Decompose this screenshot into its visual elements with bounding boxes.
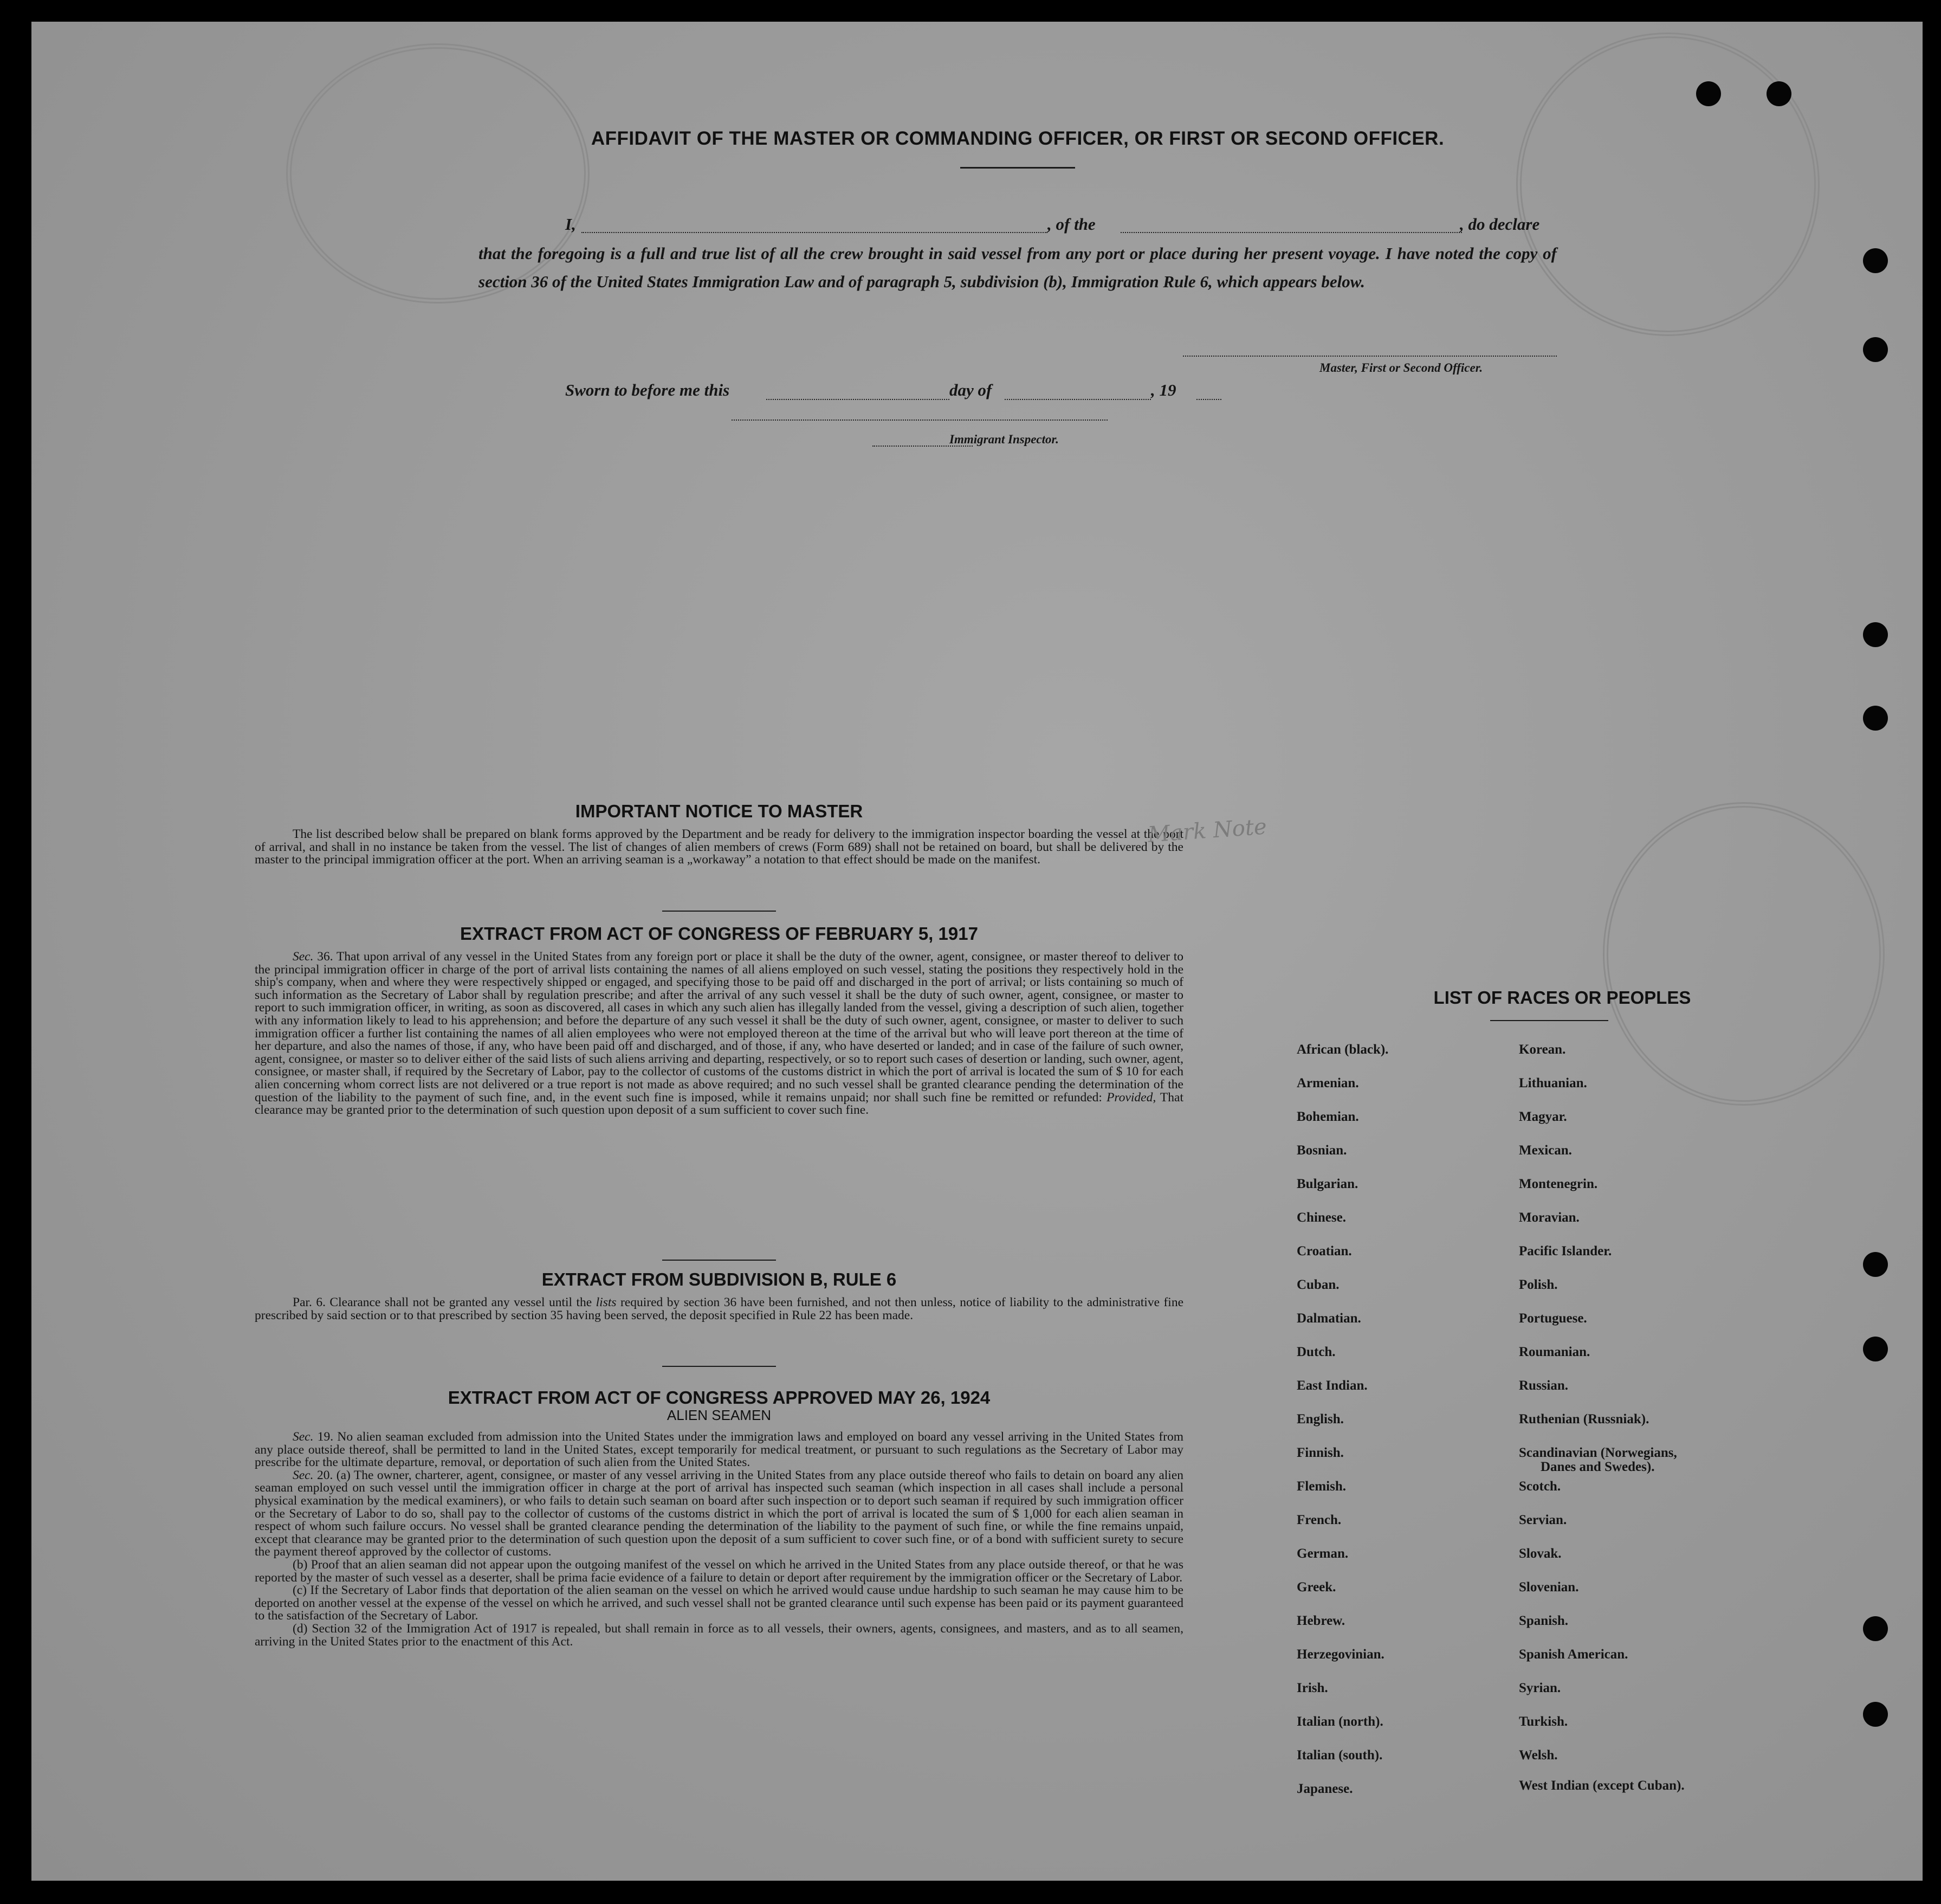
extract-1924-subtitle: ALIEN SEAMEN bbox=[667, 1407, 772, 1423]
race-item: Ruthenian (Russniak). bbox=[1519, 1412, 1649, 1427]
race-item: Scotch. bbox=[1519, 1479, 1561, 1494]
race-item: Roumanian. bbox=[1519, 1345, 1590, 1359]
master-label: Master, First or Second Officer. bbox=[1319, 361, 1483, 375]
inspector-label: Immigrant Inspector. bbox=[949, 433, 1059, 446]
race-item: French. bbox=[1297, 1513, 1342, 1527]
race-item: Dalmatian. bbox=[1297, 1311, 1361, 1326]
punch-hole bbox=[1863, 706, 1888, 731]
affidavit-title-rule bbox=[960, 167, 1075, 169]
race-item: Slovenian. bbox=[1519, 1580, 1579, 1595]
race-item: Turkish. bbox=[1519, 1714, 1568, 1729]
race-item: Irish. bbox=[1297, 1681, 1328, 1695]
rule6-text-a: Par. 6. Clearance shall not be granted any vessel until the bbox=[293, 1295, 596, 1309]
race-item: Pacific Islander. bbox=[1519, 1244, 1612, 1258]
race-item: Italian (north). bbox=[1297, 1714, 1383, 1729]
notice-text bbox=[255, 828, 1183, 867]
extract-1917-rule bbox=[662, 1260, 776, 1261]
sec-20-label: Sec. bbox=[293, 1468, 314, 1482]
race-item: Hebrew. bbox=[1297, 1613, 1345, 1628]
sec-20-c: (c) If the Secretary of Labor finds that deportation of the alien seaman on the vessel on which he arrived would cause undue hardship to such seaman he may cause him to be deported on another vessel at the expense of the vessel on which he arrived, and such vessel shall not be granted clearance until such expense has been paid or its payment guaranteed to the satisfaction of the Secretary of Labor. bbox=[255, 1583, 1183, 1623]
extract-rule6-title: EXTRACT FROM SUBDIVISION B, RULE 6 bbox=[541, 1269, 897, 1289]
proviso-text: That clearance may be granted prior to the determination of such question upon deposit of a sum sufficient to cover such fine. bbox=[255, 1090, 1183, 1118]
notice-title: IMPORTANT NOTICE TO MASTER bbox=[575, 801, 863, 821]
sworn-day-of: day of bbox=[949, 380, 992, 399]
affidavit-vessel-blank bbox=[1121, 232, 1462, 233]
punch-hole bbox=[1863, 622, 1888, 647]
handwritten-scrawl: Mark Note bbox=[1147, 814, 1268, 848]
race-item: Herzegovinian. bbox=[1297, 1647, 1384, 1662]
extract-rule6-text bbox=[255, 1296, 1183, 1322]
race-item: Bulgarian. bbox=[1297, 1177, 1358, 1191]
affidavit-title: AFFIDAVIT OF THE MASTER OR COMMANDING OFFICER, OR FIRST OR SECOND OFFICER. bbox=[591, 128, 1445, 149]
extract-1924-text bbox=[255, 1431, 1183, 1648]
race-item: Italian (south). bbox=[1297, 1748, 1383, 1763]
punch-hole bbox=[1696, 81, 1721, 106]
affidavit-paragraph: that the foregoing is a full and true list of all the crew brought in said vessel from any port or place during her present voyage. I have noted the copy of section 36 of the United States Immigration Law and of paragraph 5, subdivision (b), Immigration Rule 6, which appears below. bbox=[478, 244, 1557, 291]
sworn-day-blank bbox=[766, 399, 949, 400]
notice-rule bbox=[662, 911, 776, 912]
race-item: Dutch. bbox=[1297, 1345, 1336, 1359]
race-item-continuation: Danes and Swedes). bbox=[1541, 1460, 1655, 1474]
race-item: Servian. bbox=[1519, 1513, 1567, 1527]
punch-hole bbox=[1863, 1252, 1888, 1277]
rule6-lists-word: lists bbox=[596, 1295, 617, 1309]
race-item: Korean. bbox=[1519, 1042, 1566, 1057]
sworn-year-blank bbox=[1196, 399, 1221, 400]
race-item: Armenian. bbox=[1297, 1076, 1359, 1090]
race-item: Moravian. bbox=[1519, 1210, 1580, 1225]
race-item: German. bbox=[1297, 1546, 1349, 1561]
race-item: Welsh. bbox=[1519, 1748, 1558, 1763]
race-item: English. bbox=[1297, 1412, 1344, 1427]
sworn-year: , 19 bbox=[1151, 380, 1176, 399]
sec-19-text: 19. No alien seaman excluded from admission into the United States under the immigration laws and employed on board any vessel arriving in the United States from any place outside thereof, shall be permitted to land in the United States, except temporarily for medical treatment, or pursuant to such regulations as the Secretary of Labor may prescribe for the ultimate departure, removal, or deportation of such alien from the United States. bbox=[255, 1430, 1183, 1470]
race-item: Polish. bbox=[1519, 1277, 1558, 1292]
race-item: Slovak. bbox=[1519, 1546, 1562, 1561]
extract-1924-title: EXTRACT FROM ACT OF CONGRESS APPROVED MAY 26, 1924 bbox=[448, 1387, 991, 1408]
race-item: West Indian (except Cuban). bbox=[1519, 1778, 1685, 1793]
affidavit-name-blank bbox=[581, 232, 1047, 233]
sec-20-d: (d) Section 32 of the Immigration Act of 1917 is repealed, but shall remain in force as to all vessels, their owners, agents, consignees, and masters, and as to all seamen, arriving in the United States prior to the enactment of this Act. bbox=[255, 1621, 1183, 1649]
races-title: LIST OF RACES OR PEOPLES bbox=[1433, 988, 1691, 1008]
sec-20-text: 20. (a) The owner, charterer, agent, consignee, or master of any vessel arriving in the United States from any place outside thereof who fails to detain on board any alien seaman employed on such vessel until the immigration officer in charge at the port of arrival has inspected such seaman (which inspection in all cases shall include a personal physical examination by the medical examiners), or who fails to detain such seaman on board after such inspection or to deport such seaman if required by such immigration officer or the Secretary of Labor to do so, shall pay to the collector of customs of the customs district in which the port of arrival is located the sum of $ 1,000 for each alien seaman in respect of whom such failure occurs. No vessel shall be granted clearance pending the determination of the liability to the payment of such fine, or while the fine remains unpaid, except that clearance may be granted prior to the determination of such question upon the deposit of a sum sufficient to cover such fine, or of a bond with sufficient surety to secure the payment thereof approved by the collector of customs. bbox=[255, 1468, 1184, 1559]
race-item: Spanish. bbox=[1519, 1613, 1569, 1628]
race-item: Lithuanian. bbox=[1519, 1076, 1587, 1090]
race-item: Bosnian. bbox=[1297, 1143, 1347, 1158]
sec-19-label: Sec. bbox=[293, 1430, 314, 1444]
affidavit-i: I, bbox=[565, 215, 576, 234]
race-item: Flemish. bbox=[1297, 1479, 1346, 1494]
master-signature-line bbox=[1183, 356, 1557, 357]
race-item: Scandinavian (Norwegians, bbox=[1519, 1445, 1677, 1460]
sworn-text: Sworn to before me this bbox=[565, 380, 730, 399]
punch-hole bbox=[1863, 1702, 1888, 1727]
provided-label: Provided, bbox=[1107, 1090, 1156, 1105]
race-item: Japanese. bbox=[1297, 1782, 1353, 1796]
races-title-rule bbox=[1490, 1020, 1608, 1021]
race-item: East Indian. bbox=[1297, 1378, 1368, 1393]
ghost-seal-lower-right bbox=[1603, 802, 1885, 1106]
punch-hole bbox=[1863, 1337, 1888, 1361]
extract-rule6-rule bbox=[662, 1366, 776, 1367]
rule6-text-b: required by section 36 have been furnished, and not then unless, notice of liability to the administrative fine prescribed by said section or to that prescribed by section 35 having been served, the deposit specified in Rule 22 has been made. bbox=[255, 1295, 1183, 1322]
affidavit-of-the: , of the bbox=[1047, 215, 1096, 234]
race-item: Montenegrin. bbox=[1519, 1177, 1598, 1191]
extract-1917-title: EXTRACT FROM ACT OF CONGRESS OF FEBRUARY 5, 1917 bbox=[460, 924, 978, 944]
sec-36-text: 36. That upon arrival of any vessel in the United States from any foreign port or place it shall be the duty of the owner, agent, consignee, or master thereof to deliver to the principal immigration officer in charge of the port of arrival lists containing the names of all aliens employed on such vessel, stating the positions they respectively hold in the ship's company, when and where they were respectively shipped or engaged, and specifying those to be paid off and discharged in the port of arrival; or lists containing so much of such information as the Secretary of Labor shall by regulation prescribe; and after the arrival of any such vessel it shall be the duty of such owner, agent, consignee, or master to report to such immigration officer, in writing, as soon as discovered, all cases in which any such alien has illegally landed from the vessel, giving a description of such alien, together with any information likely to lead to his apprehension; and before the departure of any such vessel it shall be the duty of such owner, agent, consignee, or master to deliver to such immigration officer a further list containing the names of all alien employees who were not employed thereon at the time of the arrival but who will leave port thereon at the time of her departure, and also the names of those, if any, who have been paid off and discharged, and of those, if any, who have deserted or landed; and in case of the failure of such owner, agent, consignee, or master so to deliver either of the said lists of such aliens arriving and departing, respectively, or so to report such cases of desertion or landing, such owner, agent, consignee, or master shall, if required by the Secretary of Labor, pay to the collector of customs of the customs district in which the port of arrival is located the sum of $ 10 for each alien concerning whom correct lists are not delivered or a true report is not made as above required; and no such vessel shall be granted clearance pending the determination of the question of the liability to the payment of such fine, and, in the event such fine is imposed, while it remains unpaid; nor shall such fine be remitted or refunded: bbox=[255, 950, 1183, 1105]
race-item: African (black). bbox=[1297, 1042, 1389, 1057]
inspector-signature-line bbox=[732, 419, 1108, 421]
notice-paragraph: The list described below shall be prepared on blank forms approved by the Department and be ready for delivery to the immigration inspector boarding the vessel at the port of arrival, and shall in no instance be taken from the vessel. The list of changes of alien members of crews (Form 689) shall not be retained on board, but shall be delivered by the master to the principal immigration officer at the port. When an arriving seaman is a „workaway” a notation to that effect should be made on the manifest. bbox=[255, 827, 1183, 867]
punch-hole bbox=[1863, 248, 1888, 273]
race-item: Cuban. bbox=[1297, 1277, 1340, 1292]
race-item: Portuguese. bbox=[1519, 1311, 1587, 1326]
race-item: Russian. bbox=[1519, 1378, 1569, 1393]
race-item: Finnish. bbox=[1297, 1445, 1344, 1460]
sec-36-label: Sec. bbox=[293, 950, 314, 964]
document-page bbox=[31, 22, 1923, 1881]
affidavit-do-declare: , do declare bbox=[1460, 215, 1540, 234]
punch-hole bbox=[1863, 337, 1888, 362]
punch-hole bbox=[1767, 81, 1791, 106]
race-item: Chinese. bbox=[1297, 1210, 1346, 1225]
race-item: Syrian. bbox=[1519, 1681, 1561, 1695]
race-item: Bohemian. bbox=[1297, 1109, 1359, 1124]
extract-1917-text bbox=[255, 951, 1183, 1117]
ghost-seal-right bbox=[1516, 33, 1820, 336]
sworn-month-blank bbox=[1005, 399, 1151, 400]
race-item: Magyar. bbox=[1519, 1109, 1567, 1124]
race-item: Spanish American. bbox=[1519, 1647, 1628, 1662]
sec-20-b: (b) Proof that an alien seaman did not appear upon the outgoing manifest of the vessel on which he arrived in the United States from any place outside thereof, or that he was reported by the master of such vessel as a deserter, shall be prima facie evidence of a failure to detain or deport after requirement by the immigration officer or the Secretary of Labor. bbox=[255, 1557, 1183, 1585]
race-item: Greek. bbox=[1297, 1580, 1336, 1595]
race-item: Croatian. bbox=[1297, 1244, 1352, 1258]
punch-hole bbox=[1863, 1616, 1888, 1641]
race-item: Mexican. bbox=[1519, 1143, 1572, 1158]
